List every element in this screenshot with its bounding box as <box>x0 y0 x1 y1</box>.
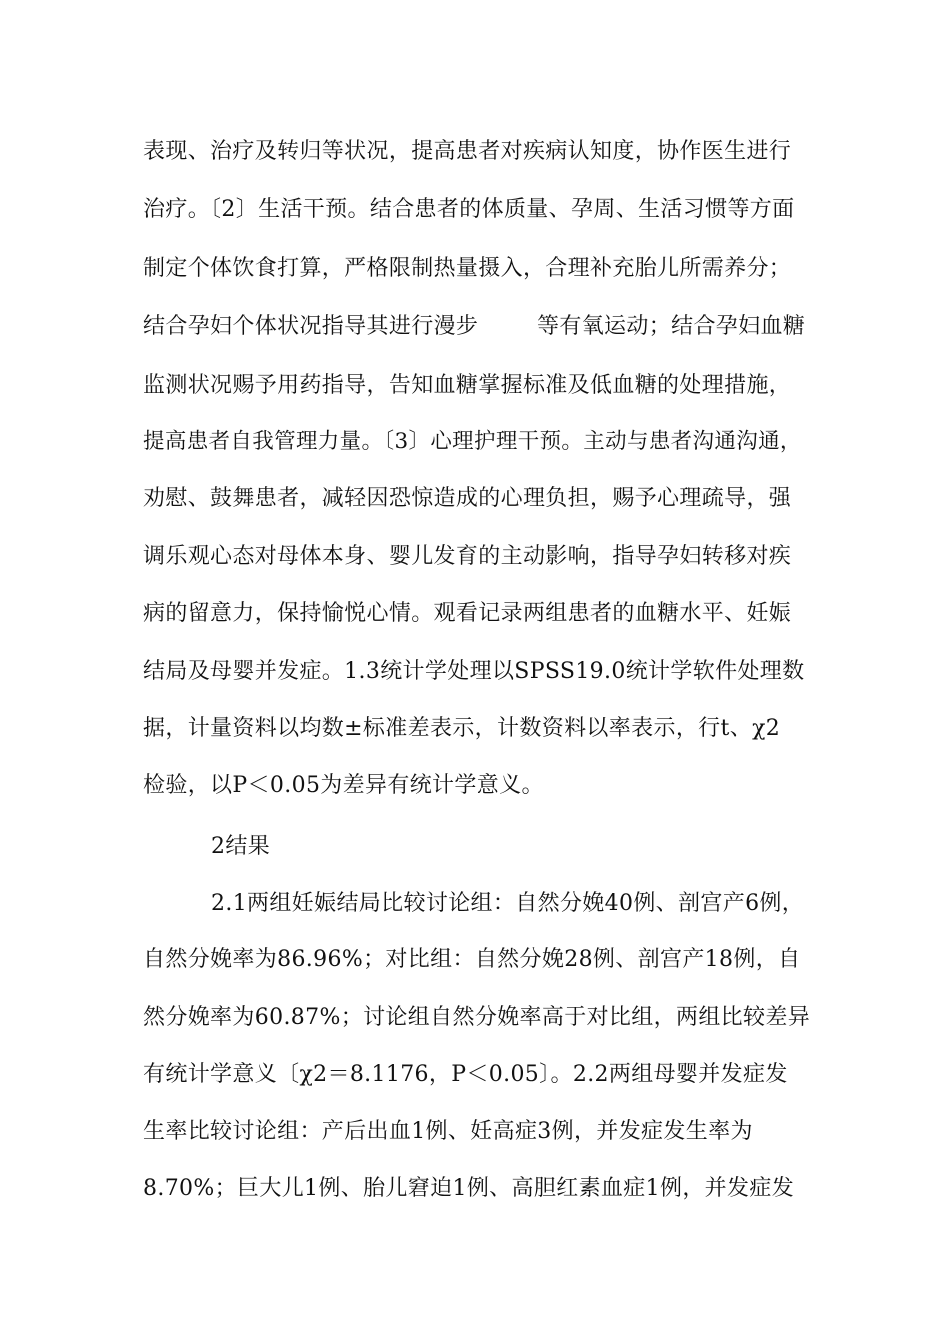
body-text-line: 提高患者自我管理力量。〔3〕心理护理干预。主动与患者沟通沟通， <box>143 429 802 454</box>
body-text-line: 据，计量资料以均数±标准差表示，计数资料以率表示，行t、χ2 <box>143 716 781 741</box>
body-text-line: 生率比较讨论组：产后出血1例、妊高症3例，并发症发生率为 <box>143 1119 753 1144</box>
body-text-line: 表现、治疗及转归等状况，提高患者对疾病认知度，协作医生进行 <box>143 139 792 164</box>
body-text-line: 病的留意力，保持愉悦心情。观看记录两组患者的血糖水平、妊娠 <box>143 601 792 626</box>
body-text-line: 2.1两组妊娠结局比较讨论组：自然分娩40例、剖宫产6例， <box>211 891 805 916</box>
body-text-line: 治疗。〔2〕生活干预。结合患者的体质量、孕周、生活习惯等方面 <box>143 197 795 222</box>
section-heading: 2结果 <box>211 834 271 859</box>
body-text-line: 结局及母婴并发症。1.3统计学处理以SPSS19.0统计学软件处理数 <box>143 659 805 684</box>
body-text-line: 8.70%；巨大儿1例、胎儿窘迫1例、高胆红素血症1例，并发症发 <box>143 1176 795 1201</box>
body-text-line: 然分娩率为60.87%；讨论组自然分娩率高于对比组，两组比较差异 <box>143 1005 811 1030</box>
body-text-line: 制定个体饮食打算，严格限制热量摄入，合理补充胎儿所需养分； <box>143 256 792 281</box>
body-text-line: 监测状况赐予用药指导，告知血糖掌握标准及低血糖的处理措施， <box>143 373 792 398</box>
body-text-line: 有统计学意义〔χ2＝8.1176，P＜0.05〕。2.2两组母婴并发症发 <box>143 1062 788 1087</box>
body-text-line: 自然分娩率为86.96%；对比组：自然分娩28例、剖宫产18例，自 <box>143 947 801 972</box>
body-text-line: 劝慰、鼓舞患者，减轻因恐惊造成的心理负担，赐予心理疏导，强 <box>143 486 792 511</box>
body-text-line: 调乐观心态对母体本身、婴儿发育的主动影响，指导孕妇转移对疾 <box>143 544 792 569</box>
body-text-line: 结合孕妇个体状况指导其进行漫步 等有氧运动；结合孕妇血糖 <box>143 314 806 339</box>
body-text-line: 检验，以P＜0.05为差异有统计学意义。 <box>143 773 544 798</box>
